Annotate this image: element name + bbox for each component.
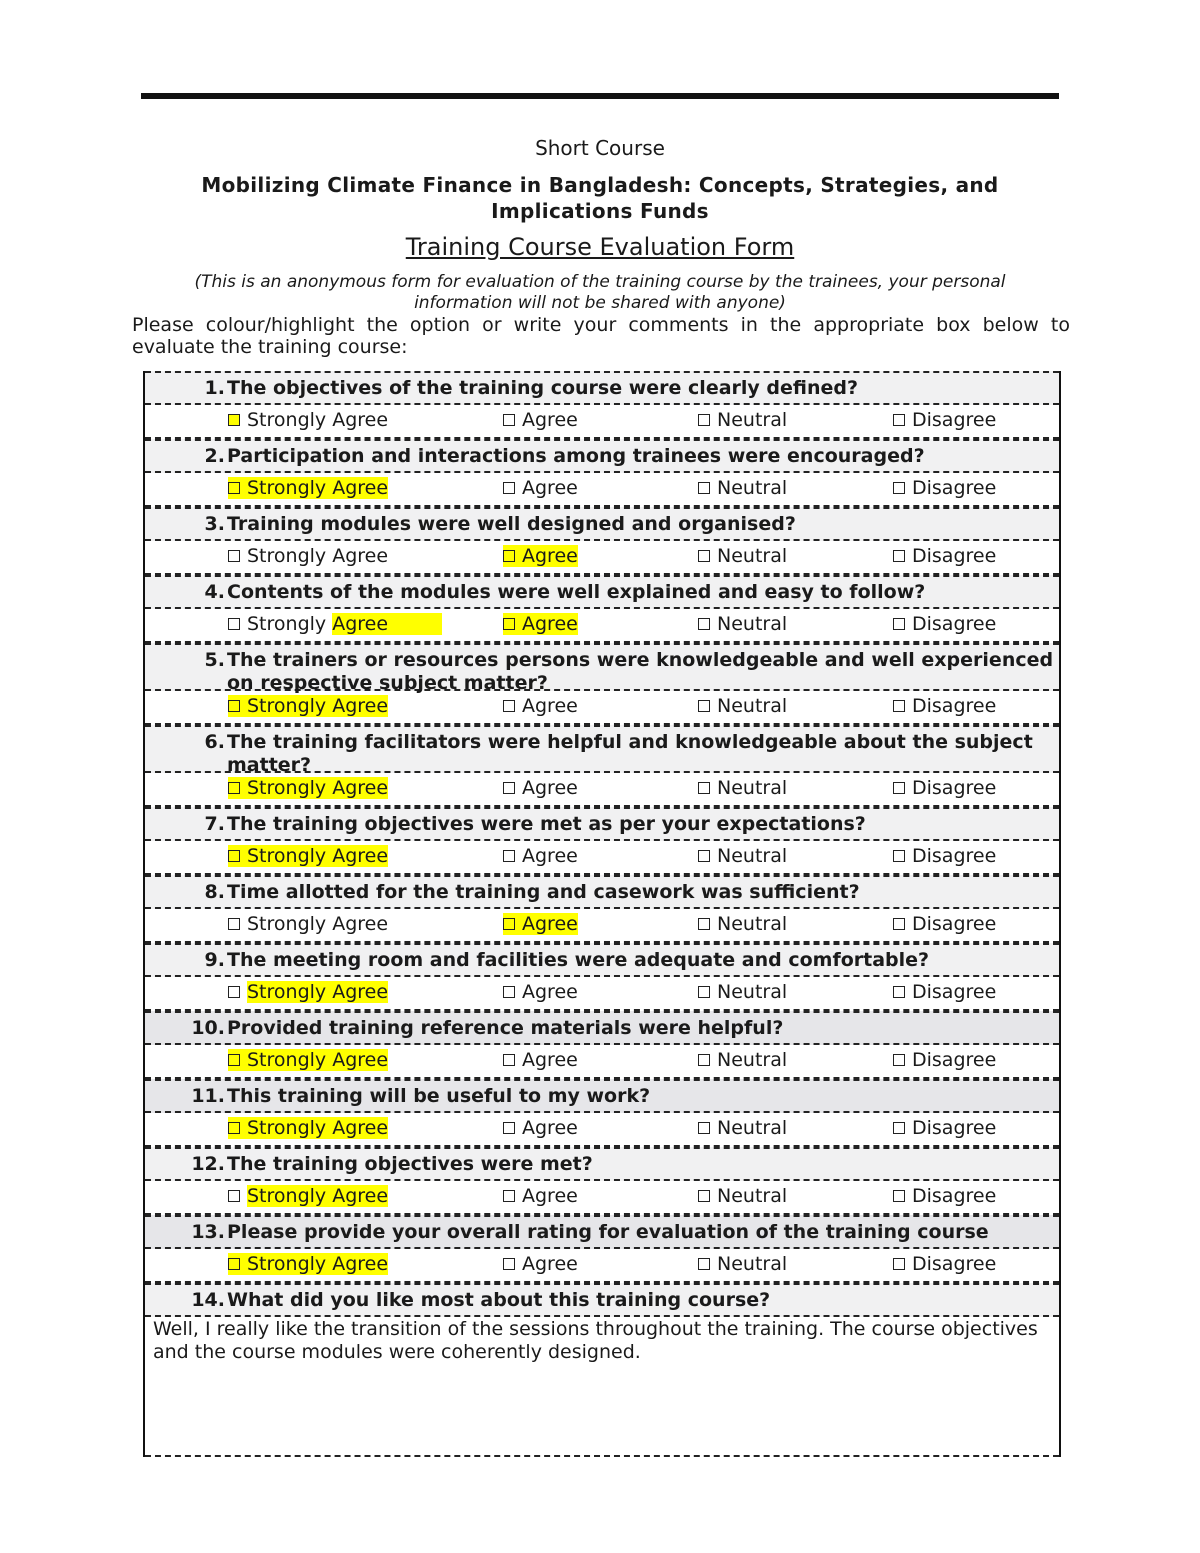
option-agree[interactable] (503, 477, 578, 499)
option-content (893, 477, 996, 499)
options-row (145, 841, 1059, 875)
option-neutral[interactable] (698, 1253, 787, 1275)
option-content (503, 913, 578, 935)
question-number: 14. (191, 1289, 225, 1311)
checkbox-icon[interactable] (228, 782, 240, 794)
question-row (145, 643, 1059, 694)
option-label: Strongly Agree (247, 1185, 389, 1207)
option-content (698, 913, 787, 935)
checkbox-icon[interactable] (893, 1122, 905, 1134)
question-text: Participation and interactions among trainees were encouraged? (227, 445, 925, 467)
question-text: Provided training reference materials were helpful? (227, 1017, 784, 1039)
option-label: Agree (522, 613, 578, 635)
option-disagree[interactable] (893, 1253, 996, 1275)
question-row (145, 725, 1059, 776)
question-number: 9. (204, 949, 225, 971)
option-content (503, 695, 578, 717)
option-label: Disagree (912, 1117, 997, 1139)
option-neutral[interactable] (698, 845, 787, 867)
options-row (145, 1249, 1059, 1283)
option-content (228, 613, 442, 635)
option-label: Neutral (717, 845, 788, 867)
option-content (893, 613, 996, 635)
option-label: Neutral (717, 613, 788, 635)
option-label: Neutral (717, 1117, 788, 1139)
checkbox-icon[interactable] (503, 1190, 515, 1202)
option-disagree[interactable] (893, 613, 996, 635)
option-neutral[interactable] (698, 613, 787, 635)
option-strongly-agree[interactable] (228, 777, 388, 799)
question-row (145, 1079, 1059, 1113)
question-number: 6. (204, 731, 225, 753)
option-disagree[interactable] (893, 695, 996, 717)
question-row (145, 943, 1059, 977)
options-row (145, 1181, 1059, 1215)
question-text: This training will be useful to my work? (227, 1085, 651, 1107)
option-content (228, 1253, 388, 1275)
option-content (893, 845, 996, 867)
option-content (698, 777, 787, 799)
option-content (698, 477, 787, 499)
option-label: Neutral (717, 981, 788, 1003)
question-number: 8. (204, 881, 225, 903)
option-neutral[interactable] (698, 545, 787, 567)
option-label: Strongly Agree (247, 409, 389, 431)
question-number: 1. (204, 377, 225, 399)
course-title (0, 172, 1200, 224)
option-content (893, 981, 996, 1003)
checkbox-icon[interactable] (503, 850, 515, 862)
option-disagree[interactable] (893, 1049, 996, 1071)
option-label: Agree (522, 1049, 578, 1071)
option-content (698, 1117, 787, 1139)
checkbox-icon[interactable] (228, 414, 240, 426)
option-content (228, 981, 388, 1003)
option-label: Neutral (717, 1253, 788, 1275)
option-neutral[interactable] (698, 1049, 787, 1071)
question-text: The training objectives were met as per your expectations? (227, 813, 866, 835)
option-content (893, 545, 996, 567)
option-strongly-agree[interactable] (228, 1253, 388, 1275)
option-label-part: Strongly (247, 613, 333, 635)
option-agree[interactable] (503, 845, 578, 867)
checkbox-icon[interactable] (698, 414, 710, 426)
top-rule (141, 93, 1059, 99)
option-disagree[interactable] (893, 409, 996, 431)
question-row (145, 875, 1059, 909)
checkbox-icon[interactable] (228, 1258, 240, 1270)
question-number: 12. (191, 1153, 225, 1175)
checkbox-icon[interactable] (228, 1190, 240, 1202)
question-number: 3. (204, 513, 225, 535)
checkbox-icon[interactable] (893, 918, 905, 930)
option-agree[interactable] (503, 1185, 578, 1207)
option-content (228, 695, 388, 717)
option-label: Neutral (717, 409, 788, 431)
checkbox-icon[interactable] (228, 1054, 240, 1066)
checkbox-icon[interactable] (228, 1122, 240, 1134)
options-row (145, 977, 1059, 1011)
option-content (893, 913, 996, 935)
option-label: Neutral (717, 477, 788, 499)
option-content (503, 981, 578, 1003)
checkbox-icon[interactable] (698, 1054, 710, 1066)
option-strongly-agree[interactable] (228, 545, 388, 567)
option-label: Disagree (912, 613, 997, 635)
option-disagree[interactable] (893, 981, 996, 1003)
option-label: Agree (522, 409, 578, 431)
question-row (145, 1215, 1059, 1249)
option-content (228, 545, 388, 567)
option-label: Neutral (717, 545, 788, 567)
option-strongly-agree[interactable] (228, 845, 388, 867)
checkbox-icon[interactable] (698, 618, 710, 630)
checkbox-icon[interactable] (698, 986, 710, 998)
anonymity-note (0, 272, 1200, 314)
option-content (503, 409, 578, 431)
option-content (228, 477, 388, 499)
option-agree[interactable] (503, 777, 578, 799)
short-course-label: Short Course (535, 136, 665, 160)
option-content (228, 1117, 388, 1139)
options-row (145, 1113, 1059, 1147)
options-row (145, 609, 1059, 643)
comment-box[interactable]: Well, I really like the transition of the sessions throughout the training. The course objectives and the course modules were coherently designed. (145, 1317, 1059, 1457)
option-label: Disagree (912, 1185, 997, 1207)
checkbox-icon[interactable] (228, 700, 240, 712)
anonymity-note-line1: (This is an anonymous form for evaluation of the training course by the trainees, your personal (194, 272, 1006, 292)
option-label: Agree (522, 1117, 578, 1139)
option-content (698, 409, 787, 431)
option-label: Agree (522, 695, 578, 717)
form-title: Training Course Evaluation Form (405, 233, 795, 261)
option-label: Strongly Agree (247, 981, 389, 1003)
option-label: Strongly Agree (247, 1049, 389, 1071)
question-text: What did you like most about this training course? (227, 1289, 771, 1311)
checkbox-icon[interactable] (503, 414, 515, 426)
option-label: Strongly Agree (247, 913, 389, 935)
checkbox-icon[interactable] (893, 482, 905, 494)
option-label: Strongly Agree (247, 1117, 389, 1139)
checkbox-icon[interactable] (698, 1258, 710, 1270)
option-agree[interactable] (503, 913, 578, 935)
question-text: Training modules were well designed and organised? (227, 513, 796, 535)
option-label: Strongly Agree (247, 545, 389, 567)
checkbox-icon[interactable] (228, 850, 240, 862)
options-row (145, 1045, 1059, 1079)
question-number: 11. (191, 1085, 225, 1107)
option-label: Disagree (912, 409, 997, 431)
option-neutral[interactable] (698, 1185, 787, 1207)
checkbox-icon[interactable] (698, 850, 710, 862)
option-label: Agree (522, 545, 578, 567)
option-strongly-agree[interactable] (228, 1117, 388, 1139)
checkbox-icon[interactable] (698, 482, 710, 494)
option-content (893, 409, 996, 431)
option-label: Agree (522, 777, 578, 799)
option-strongly-agree[interactable] (228, 913, 388, 935)
option-disagree[interactable] (893, 477, 996, 499)
option-content (893, 1185, 996, 1207)
option-label: Strongly Agree (247, 845, 389, 867)
option-label: Agree (522, 1253, 578, 1275)
option-label-highlight: Agree (332, 613, 442, 635)
option-disagree[interactable] (893, 1117, 996, 1139)
checkbox-icon[interactable] (503, 700, 515, 712)
question-row (145, 807, 1059, 841)
checkbox-icon[interactable] (893, 700, 905, 712)
option-content (228, 1049, 388, 1071)
option-label: Strongly Agree (247, 477, 389, 499)
option-disagree[interactable] (893, 913, 996, 935)
checkbox-icon[interactable] (503, 1258, 515, 1270)
checkbox-icon[interactable] (893, 1054, 905, 1066)
option-content (228, 1185, 388, 1207)
checkbox-icon[interactable] (503, 1054, 515, 1066)
option-content (503, 1049, 578, 1071)
option-neutral[interactable] (698, 695, 787, 717)
option-content (228, 777, 388, 799)
options-row (145, 691, 1059, 725)
anonymity-note-line2: information will not be shared with anyone) (414, 293, 786, 313)
option-agree[interactable] (503, 1117, 578, 1139)
option-neutral[interactable] (698, 913, 787, 935)
question-text: Contents of the modules were well explained and easy to follow? (227, 581, 926, 603)
option-agree[interactable] (503, 613, 578, 635)
option-agree[interactable] (503, 981, 578, 1003)
option-content (503, 777, 578, 799)
options-row (145, 405, 1059, 439)
option-content (698, 545, 787, 567)
course-title-line1: Mobilizing Climate Finance in Bangladesh: Concepts, Strategies, and (201, 173, 999, 197)
checkbox-icon[interactable] (698, 550, 710, 562)
question-text: Please provide your overall rating for evaluation of the training course (227, 1221, 989, 1243)
option-label: Disagree (912, 777, 997, 799)
option-neutral[interactable] (698, 1117, 787, 1139)
option-label: Agree (522, 845, 578, 867)
question-text: The training objectives were met? (227, 1153, 593, 1175)
option-label: Disagree (912, 1049, 997, 1071)
option-agree[interactable] (503, 545, 578, 567)
option-content (228, 913, 388, 935)
option-content (698, 845, 787, 867)
checkbox-icon[interactable] (503, 550, 515, 562)
checkbox-icon[interactable] (893, 986, 905, 998)
option-label: Disagree (912, 545, 997, 567)
options-row (145, 541, 1059, 575)
checkbox-icon[interactable] (228, 918, 240, 930)
question-row (145, 439, 1059, 473)
checkbox-icon[interactable] (893, 618, 905, 630)
option-agree[interactable] (503, 695, 578, 717)
option-neutral[interactable] (698, 981, 787, 1003)
checkbox-icon[interactable] (503, 782, 515, 794)
question-row (145, 1011, 1059, 1045)
checkbox-icon[interactable] (893, 850, 905, 862)
checkbox-icon[interactable] (228, 618, 240, 630)
option-disagree[interactable] (893, 1185, 996, 1207)
option-label: Disagree (912, 845, 997, 867)
option-content (893, 1049, 996, 1071)
question-row (145, 1283, 1059, 1317)
option-strongly-agree[interactable] (228, 1049, 388, 1071)
question-number: 13. (191, 1221, 225, 1243)
option-label: Neutral (717, 1185, 788, 1207)
question-number: 7. (204, 813, 225, 835)
option-content (503, 613, 578, 635)
option-strongly-agree[interactable] (228, 409, 388, 431)
option-content (503, 477, 578, 499)
checkbox-icon[interactable] (228, 986, 240, 998)
option-content (503, 1117, 578, 1139)
evaluation-form (143, 371, 1061, 1457)
question-row (145, 371, 1059, 405)
option-strongly-agree[interactable] (228, 1185, 388, 1207)
checkbox-icon[interactable] (228, 550, 240, 562)
checkbox-icon[interactable] (503, 1122, 515, 1134)
option-label: Agree (522, 981, 578, 1003)
option-disagree[interactable] (893, 845, 996, 867)
options-row (145, 909, 1059, 943)
option-label: Agree (522, 477, 578, 499)
option-content (698, 1253, 787, 1275)
question-number: 5. (204, 649, 225, 671)
checkbox-icon[interactable] (698, 918, 710, 930)
question-number: 10. (191, 1017, 225, 1039)
option-disagree[interactable] (893, 777, 996, 799)
option-neutral[interactable] (698, 477, 787, 499)
option-strongly-agree[interactable] (228, 695, 388, 717)
checkbox-icon[interactable] (893, 414, 905, 426)
option-content (228, 409, 388, 431)
checkbox-icon[interactable] (503, 986, 515, 998)
option-neutral[interactable] (698, 777, 787, 799)
question-text: The trainers or resources persons were knowledgeable and well experienced on respective subject matter? (227, 649, 1054, 694)
option-content (228, 845, 388, 867)
option-content (503, 1185, 578, 1207)
option-label: Neutral (717, 913, 788, 935)
option-label: Disagree (912, 1253, 997, 1275)
options-row (145, 773, 1059, 807)
options-row (145, 473, 1059, 507)
question-row (145, 507, 1059, 541)
option-content (893, 695, 996, 717)
option-strongly-agree[interactable] (228, 477, 388, 499)
question-text: The meeting room and facilities were adequate and comfortable? (227, 949, 930, 971)
option-label: Disagree (912, 913, 997, 935)
question-number: 2. (204, 445, 225, 467)
checkbox-icon[interactable] (698, 782, 710, 794)
question-row (145, 575, 1059, 609)
option-label: Disagree (912, 477, 997, 499)
question-row (145, 1147, 1059, 1181)
option-content (698, 1049, 787, 1071)
option-content (893, 1253, 996, 1275)
question-text: The objectives of the training course were clearly defined? (227, 377, 859, 399)
checkbox-icon[interactable] (698, 1122, 710, 1134)
question-text: The training facilitators were helpful and knowledgeable about the subject matter? (227, 731, 1033, 776)
checkbox-icon[interactable] (893, 1258, 905, 1270)
option-content (698, 981, 787, 1003)
option-content (503, 545, 578, 567)
option-label: Agree (522, 1185, 578, 1207)
checkbox-icon[interactable] (503, 618, 515, 630)
option-agree[interactable] (503, 1049, 578, 1071)
option-label (247, 613, 442, 635)
option-content (698, 613, 787, 635)
option-label: Disagree (912, 695, 997, 717)
option-neutral[interactable] (698, 409, 787, 431)
option-content (503, 845, 578, 867)
option-content (698, 695, 787, 717)
checkbox-icon[interactable] (893, 782, 905, 794)
option-strongly-agree[interactable] (228, 613, 442, 635)
checkbox-icon[interactable] (698, 700, 710, 712)
question-text: Time allotted for the training and casework was sufficient? (227, 881, 860, 903)
option-label: Neutral (717, 777, 788, 799)
option-label: Disagree (912, 981, 997, 1003)
option-agree[interactable] (503, 1253, 578, 1275)
question-number: 4. (204, 581, 225, 603)
option-content (698, 1185, 787, 1207)
checkbox-icon[interactable] (893, 550, 905, 562)
option-label: Neutral (717, 1049, 788, 1071)
checkbox-icon[interactable] (503, 918, 515, 930)
option-disagree[interactable] (893, 545, 996, 567)
option-content (503, 1253, 578, 1275)
checkbox-icon[interactable] (698, 1190, 710, 1202)
option-label: Strongly Agree (247, 777, 389, 799)
course-title-line2: Implications Funds (491, 199, 709, 223)
option-agree[interactable] (503, 409, 578, 431)
option-label: Neutral (717, 695, 788, 717)
checkbox-icon[interactable] (893, 1190, 905, 1202)
option-content (893, 777, 996, 799)
option-label: Agree (522, 913, 578, 935)
option-strongly-agree[interactable] (228, 981, 388, 1003)
instruction-text: Please colour/highlight the option or write your comments in the appropriate box below to evaluate the training course: (132, 314, 1070, 358)
option-content (893, 1117, 996, 1139)
option-label: Strongly Agree (247, 1253, 389, 1275)
checkbox-icon[interactable] (228, 482, 240, 494)
option-label: Strongly Agree (247, 695, 389, 717)
checkbox-icon[interactable] (503, 482, 515, 494)
